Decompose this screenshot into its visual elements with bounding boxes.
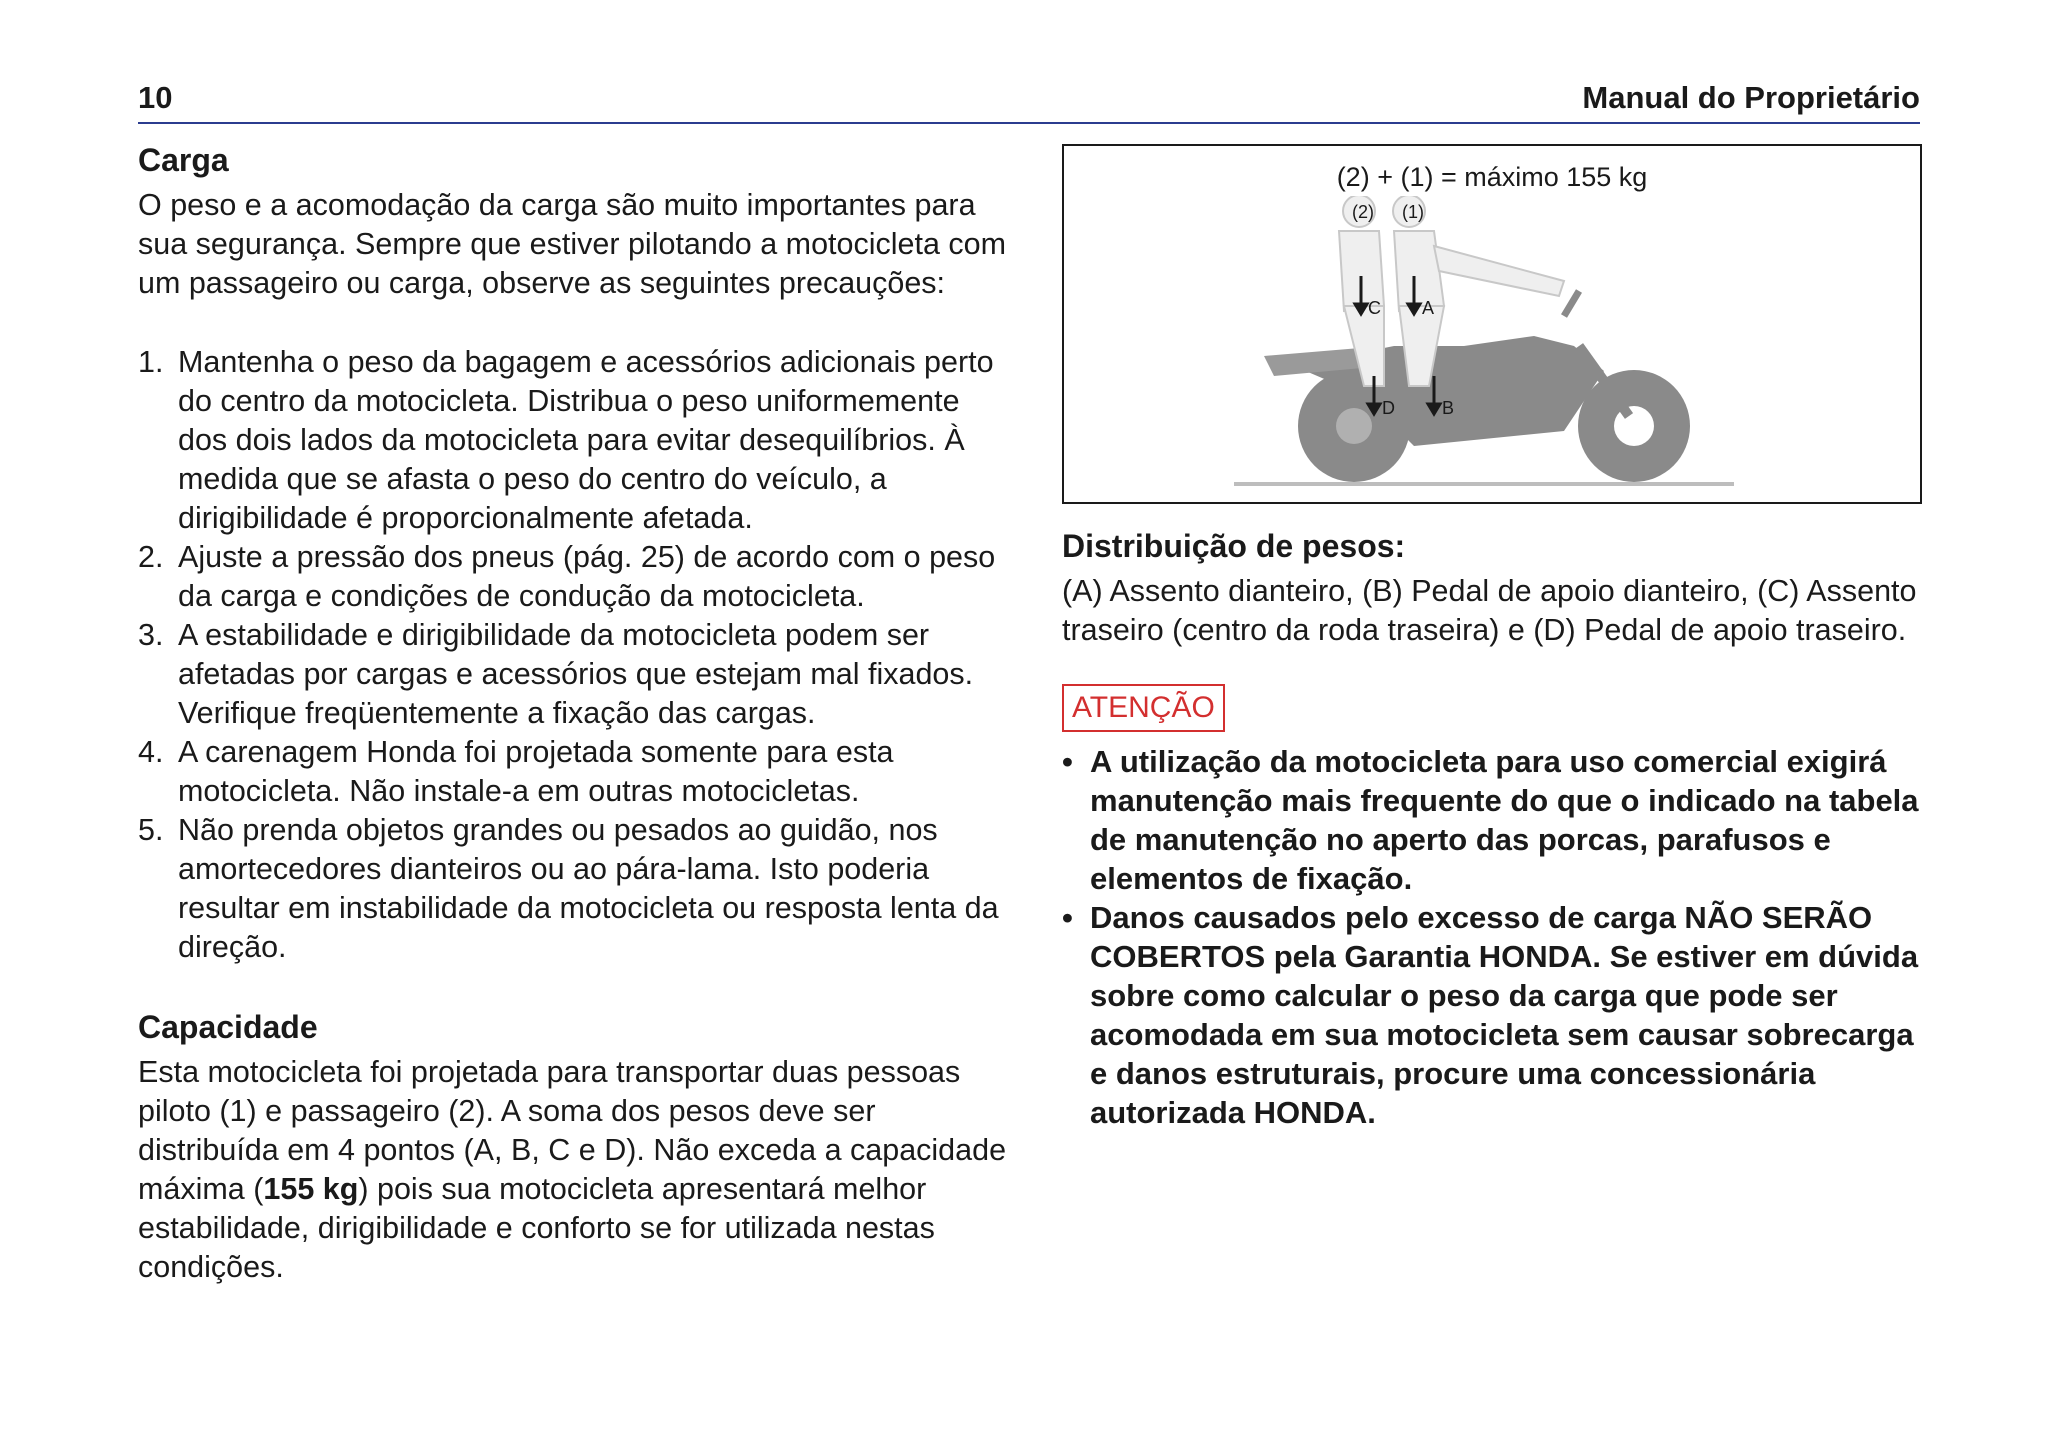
warning-text: Danos causados pelo excesso de carga NÃO SERÃO COBERTOS pela Garantia HONDA. Se estiver em dúvida sobre como calcular o peso da carga que pode ser acomodada em sua motocicleta sem causar sobrecarga e danos estruturais, procure uma concessionária autorizada HONDA. bbox=[1090, 900, 1919, 1130]
list-text: A estabilidade e dirigibilidade da motocicleta podem ser afetadas por cargas e acessórios que estejam mal fixados. Verifique freqüentemente a fixação das cargas. bbox=[178, 618, 974, 730]
page-number: 10 bbox=[138, 80, 173, 115]
warning-item bbox=[1062, 898, 1922, 1132]
motorcycle-illustration bbox=[1234, 196, 1754, 496]
capacidade-max-weight: 155 kg bbox=[263, 1172, 359, 1206]
label-passenger: (2) bbox=[1352, 202, 1374, 222]
list-number: 5. bbox=[138, 813, 164, 847]
label-b: B bbox=[1442, 398, 1455, 418]
left-column bbox=[138, 140, 1008, 1287]
label-a: A bbox=[1422, 298, 1435, 318]
list-number: 1. bbox=[138, 345, 164, 379]
manual-title: Manual do Proprietário bbox=[1582, 80, 1920, 115]
list-text: Não prenda objetos grandes ou pesados ao guidão, nos amortecedores dianteiros ou ao pára-lama. Isto poderia resultar em instabilidade da motocicleta ou resposta lenta da direção. bbox=[178, 813, 999, 964]
warning-item bbox=[1062, 742, 1922, 898]
warning-badge: ATENÇÃO bbox=[1062, 684, 1225, 732]
header-divider bbox=[138, 122, 1920, 124]
list-text: Mantenha o peso da bagagem e acessórios adicionais perto do centro da motocicleta. Distribua o peso uniformemente dos dois lados da motocicleta para evitar desequilíbrios. À medida que se afasta o peso do centro do veículo, a dirigibilidade é proporcionalmente afetada. bbox=[178, 345, 994, 535]
capacidade-text bbox=[138, 1053, 1008, 1287]
list-text: A carenagem Honda foi projetada somente para esta motocicleta. Não instale-a em outras motocicletas. bbox=[178, 735, 894, 808]
list-text: Ajuste a pressão dos pneus (pág. 25) de acordo com o peso da carga e condições de condução da motocicleta. bbox=[178, 540, 996, 613]
list-item bbox=[138, 343, 1008, 538]
list-item bbox=[138, 616, 1008, 733]
bullet-icon: • bbox=[1062, 900, 1073, 935]
label-c: C bbox=[1368, 298, 1381, 318]
right-column bbox=[1062, 140, 1922, 1132]
distribution-text: (A) Assento dianteiro, (B) Pedal de apoio dianteiro, (C) Assento traseiro (centro da roda traseira) e (D) Pedal de apoio traseiro. bbox=[1062, 574, 1917, 647]
label-d: D bbox=[1382, 398, 1395, 418]
capacidade-text-end: ) pois sua motocicleta apresentará melhor estabilidade, dirigibilidade e conforto se for utilizada nestas condições. bbox=[138, 1172, 935, 1284]
capacidade-text-start: Esta motocicleta foi projetada para transportar duas pessoas piloto (1) e passageiro (2). A soma dos pesos deve ser distribuída em 4 pontos (A, B, C e D). Não exceda a capacidade máxima ( bbox=[138, 1055, 1007, 1206]
list-number: 2. bbox=[138, 540, 164, 574]
list-number: 3. bbox=[138, 618, 164, 652]
list-item bbox=[138, 538, 1008, 616]
figure-caption: (2) + (1) = máximo 155 kg bbox=[1336, 162, 1648, 192]
weight-distribution-figure bbox=[1062, 144, 1922, 504]
warning-list bbox=[1062, 742, 1922, 1132]
section-title-capacidade: Capacidade bbox=[138, 1009, 318, 1045]
section-title-carga: Carga bbox=[138, 142, 229, 178]
section-title-distribution: Distribuição de pesos: bbox=[1062, 528, 1406, 564]
label-rider: (1) bbox=[1402, 202, 1424, 222]
precautions-list bbox=[138, 343, 1008, 967]
list-item bbox=[138, 811, 1008, 967]
list-item bbox=[138, 733, 1008, 811]
page-header bbox=[138, 80, 1920, 124]
carga-intro: O peso e a acomodação da carga são muito importantes para sua segurança. Sempre que estiver pilotando a motocicleta com um passageiro ou carga, observe as seguintes precauções: bbox=[138, 188, 1007, 300]
warning-text: A utilização da motocicleta para uso comercial exigirá manutenção mais frequente do que o indicado na tabela de manutenção no aperto das porcas, parafusos e elementos de fixação. bbox=[1090, 744, 1919, 896]
bullet-icon: • bbox=[1062, 744, 1073, 779]
list-number: 4. bbox=[138, 735, 164, 769]
